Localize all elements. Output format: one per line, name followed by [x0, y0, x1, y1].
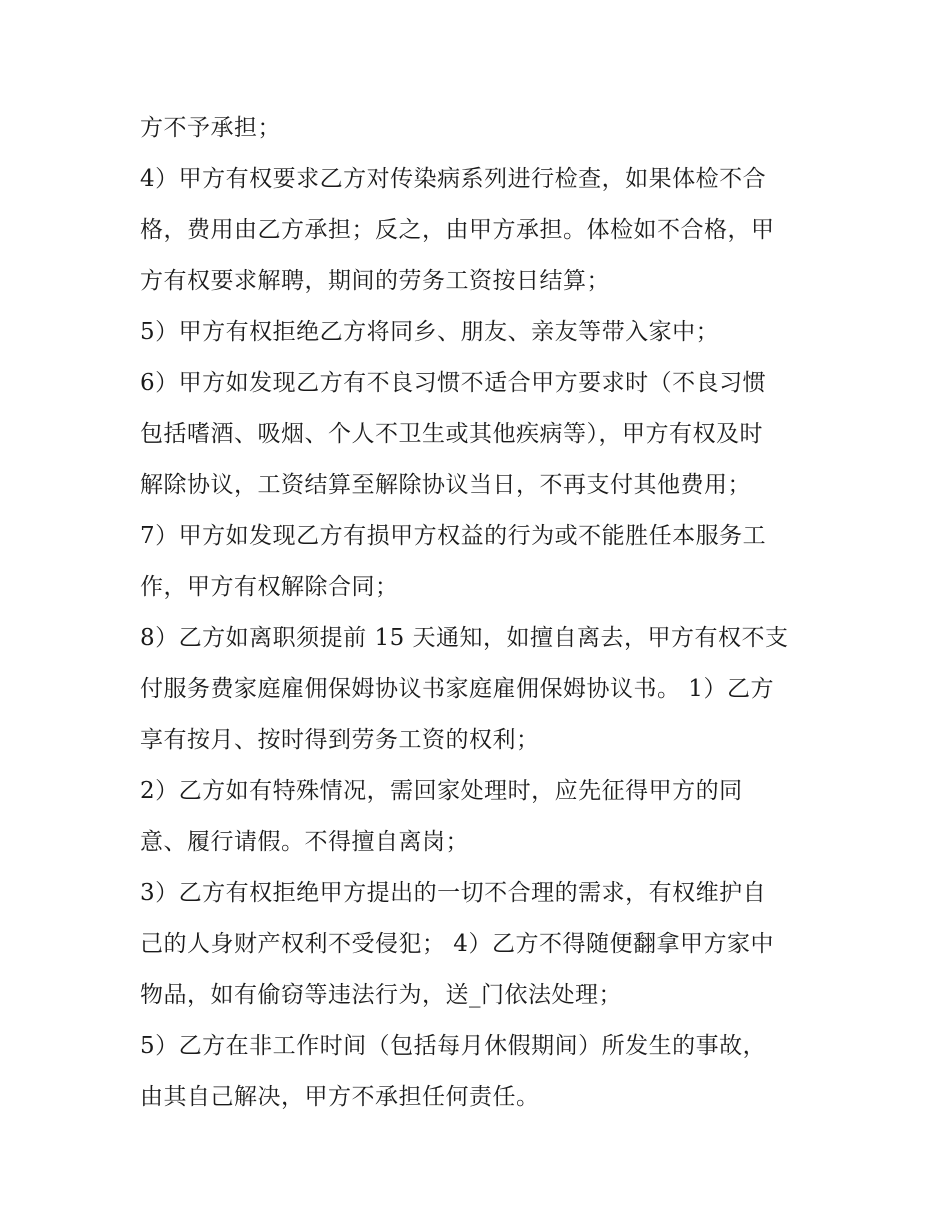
text-line: 包括嗜酒、吸烟、个人不卫生或其他疾病等），甲方有权及时	[140, 421, 763, 447]
text-line: 4）甲方有权要求乙方对传染病系列进行检查，如果体检不合	[140, 166, 767, 192]
text-line: 3）乙方有权拒绝甲方提出的一切不合理的需求，有权维护自	[140, 880, 767, 906]
text-line: 格，费用由乙方承担；反之，由甲方承担。体检如不合格，甲	[140, 217, 775, 243]
document-body	[140, 103, 820, 1123]
text-line: 方有权要求解聘，期间的劳务工资按日结算；	[140, 268, 610, 294]
text-line: 6）甲方如发现乙方有不良习惯不适合甲方要求时（不良习惯	[140, 370, 767, 396]
text-line: 8）乙方如离职须提前 15 天通知，如擅自离去，甲方有权不支	[140, 625, 789, 651]
text-line: 由其自己解决，甲方不承担任何责任。	[140, 1084, 540, 1110]
text-line: 7）甲方如发现乙方有损甲方权益的行为或不能胜任本服务工	[140, 523, 767, 549]
text-line: 物品，如有偷窃等违法行为，送_门依法处理；	[140, 982, 622, 1008]
text-line: 解除协议，工资结算至解除协议当日，不再支付其他费用；	[140, 472, 751, 498]
text-line: 己的人身财产权利不受侵犯； 4）乙方不得随便翻拿甲方家中	[140, 931, 774, 957]
text-line: 作，甲方有权解除合同；	[140, 574, 399, 600]
text-line: 享有按月、按时得到劳务工资的权利；	[140, 727, 540, 753]
text-line: 2）乙方如有特殊情况，需回家处理时，应先征得甲方的同	[140, 778, 743, 804]
text-line: 付服务费家庭雇佣保姆协议书家庭雇佣保姆协议书。 1）乙方	[140, 676, 774, 702]
text-line: 5）甲方有权拒绝乙方将同乡、朋友、亲友等带入家中；	[140, 319, 720, 345]
text-line: 5）乙方在非工作时间（包括每月休假期间）所发生的事故，	[140, 1033, 767, 1059]
text-line: 意、履行请假。不得擅自离岗；	[140, 829, 469, 855]
text-line: 方不予承担；	[140, 115, 281, 141]
